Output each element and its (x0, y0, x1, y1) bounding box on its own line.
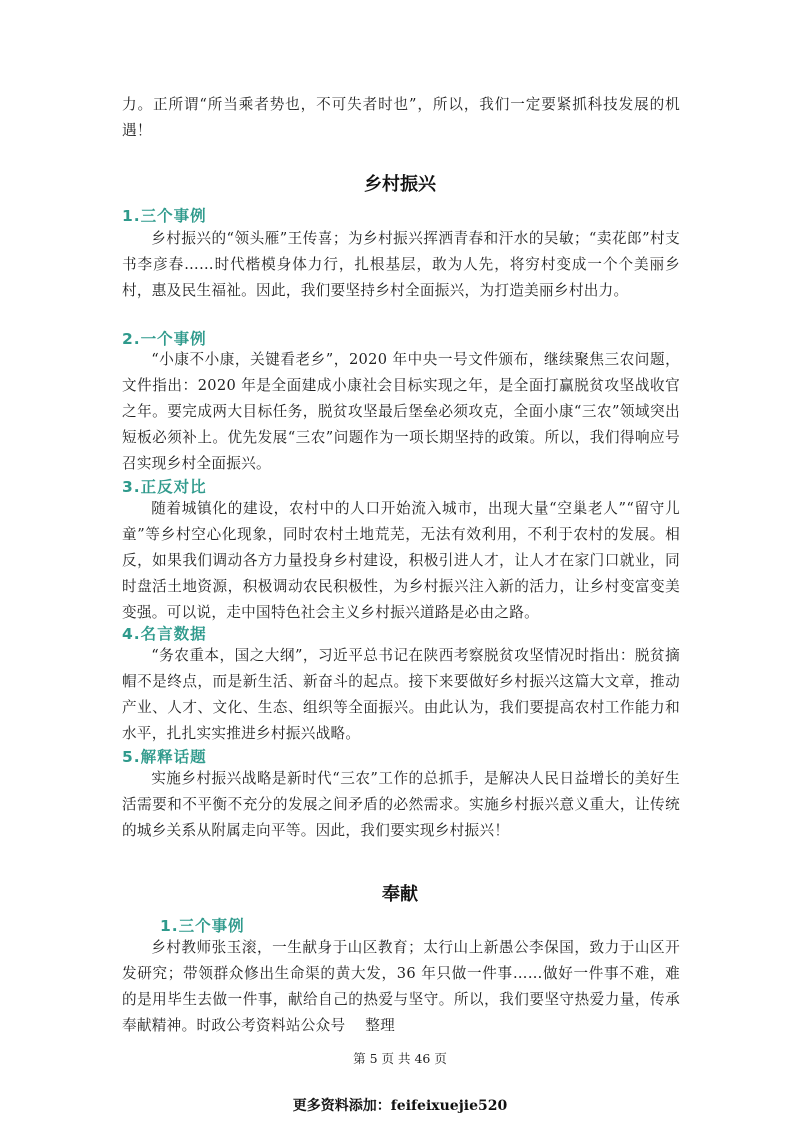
page-number: 第 5 页 共 46 页 (353, 1051, 447, 1066)
paragraph-explain-topic: 实施乡村振兴战略是新时代“三农”工作的总抓手，是解决人民日益增长的美好生活需要和不平衡不充分的发展之间矛盾的必然需求。实施乡村振兴意义重大，让传统的城乡关系从附属走向平等。因此，我们要实现乡村振兴！ (122, 770, 680, 839)
subheading-one-example: 2.一个事例 (122, 330, 207, 348)
subheading-three-examples: 1.三个事例 (122, 207, 207, 225)
paragraph-one-example: “小康不小康，关键看老乡”，2020 年中央一号文件颁布，继续聚焦三农问题，文件指出：2020 年是全面建成小康社会目标实现之年，是全面打赢脱贫攻坚战收官之年。要完成两大目标任务，脱贫攻坚最后堡垒必须攻克，全面小康“三农”领域突出短板必须补上。优先发展“三农”问题作为一项长期坚持的政策。所以，我们得响应号召实现乡村全面振兴。 (122, 351, 680, 472)
section-title-dedication: 奉献 (382, 884, 418, 905)
subheading-explain-topic: 5.解释话题 (122, 748, 207, 766)
paragraph-dedication: 乡村教师张玉滚，一生献身于山区教育；太行山上新愚公李保国，致力于山区开发研究；带领群众修出生命渠的黄大发，36 年只做一件事……做好一件事不难，难的是用毕生去做一件事，献给自己的热爱与坚守。所以，我们要坚守热爱力量，传承奉献精神。时政公考资料站公众号 整理 (122, 939, 680, 1034)
subheading-contrast: 3.正反对比 (122, 478, 207, 496)
paragraph-contrast: 随着城镇化的建设，农村中的人口开始流入城市，出现大量“空巢老人”“留守儿童”等乡村空心化现象，同时农村土地荒芜，无法有效利用，不利于农村的发展。相反，如果我们调动各方力量投身乡村建设，积极引进人才，让人才在家门口就业，同时盘活土地资源，积极调动农民积极性，为乡村振兴注入新的活力，让乡村变富变美变强。可以说，走中国特色社会主义乡村振兴道路是必由之路。 (122, 500, 680, 621)
subheading-quotes-data: 4.名言数据 (122, 625, 207, 643)
intro-paragraph: 力。正所谓“所当乘者势也，不可失者时也”，所以，我们一定要紧抓科技发展的机遇！ (122, 96, 680, 139)
subheading-dedication-examples: 1.三个事例 (160, 917, 245, 935)
paragraph-quotes-data: “务农重本，国之大纲”，习近平总书记在陕西考察脱贫攻坚情况时指出：脱贫摘帽不是终点，而是新生活、新奋斗的起点。接下来要做好乡村振兴这篇大文章，推动产业、人才、文化、生态、组织等全面振兴。由此认为，我们要提高农村工作能力和水平，扎扎实实推进乡村振兴战略。 (122, 647, 680, 742)
promo-contact: 更多资料添加：feifeixuejie520 (292, 1098, 508, 1114)
paragraph-three-examples: 乡村振兴的“领头雁”王传喜；为乡村振兴挥洒青春和汗水的吴敏；“卖花郎”村支书李彦春……时代楷模身体力行，扎根基层，敢为人先，将穷村变成一个个美丽乡村，惠及民生福祉。因此，我们要坚持乡村全面振兴，为打造美丽乡村出力。 (122, 230, 680, 299)
section-title-rural-revitalization: 乡村振兴 (364, 174, 436, 195)
